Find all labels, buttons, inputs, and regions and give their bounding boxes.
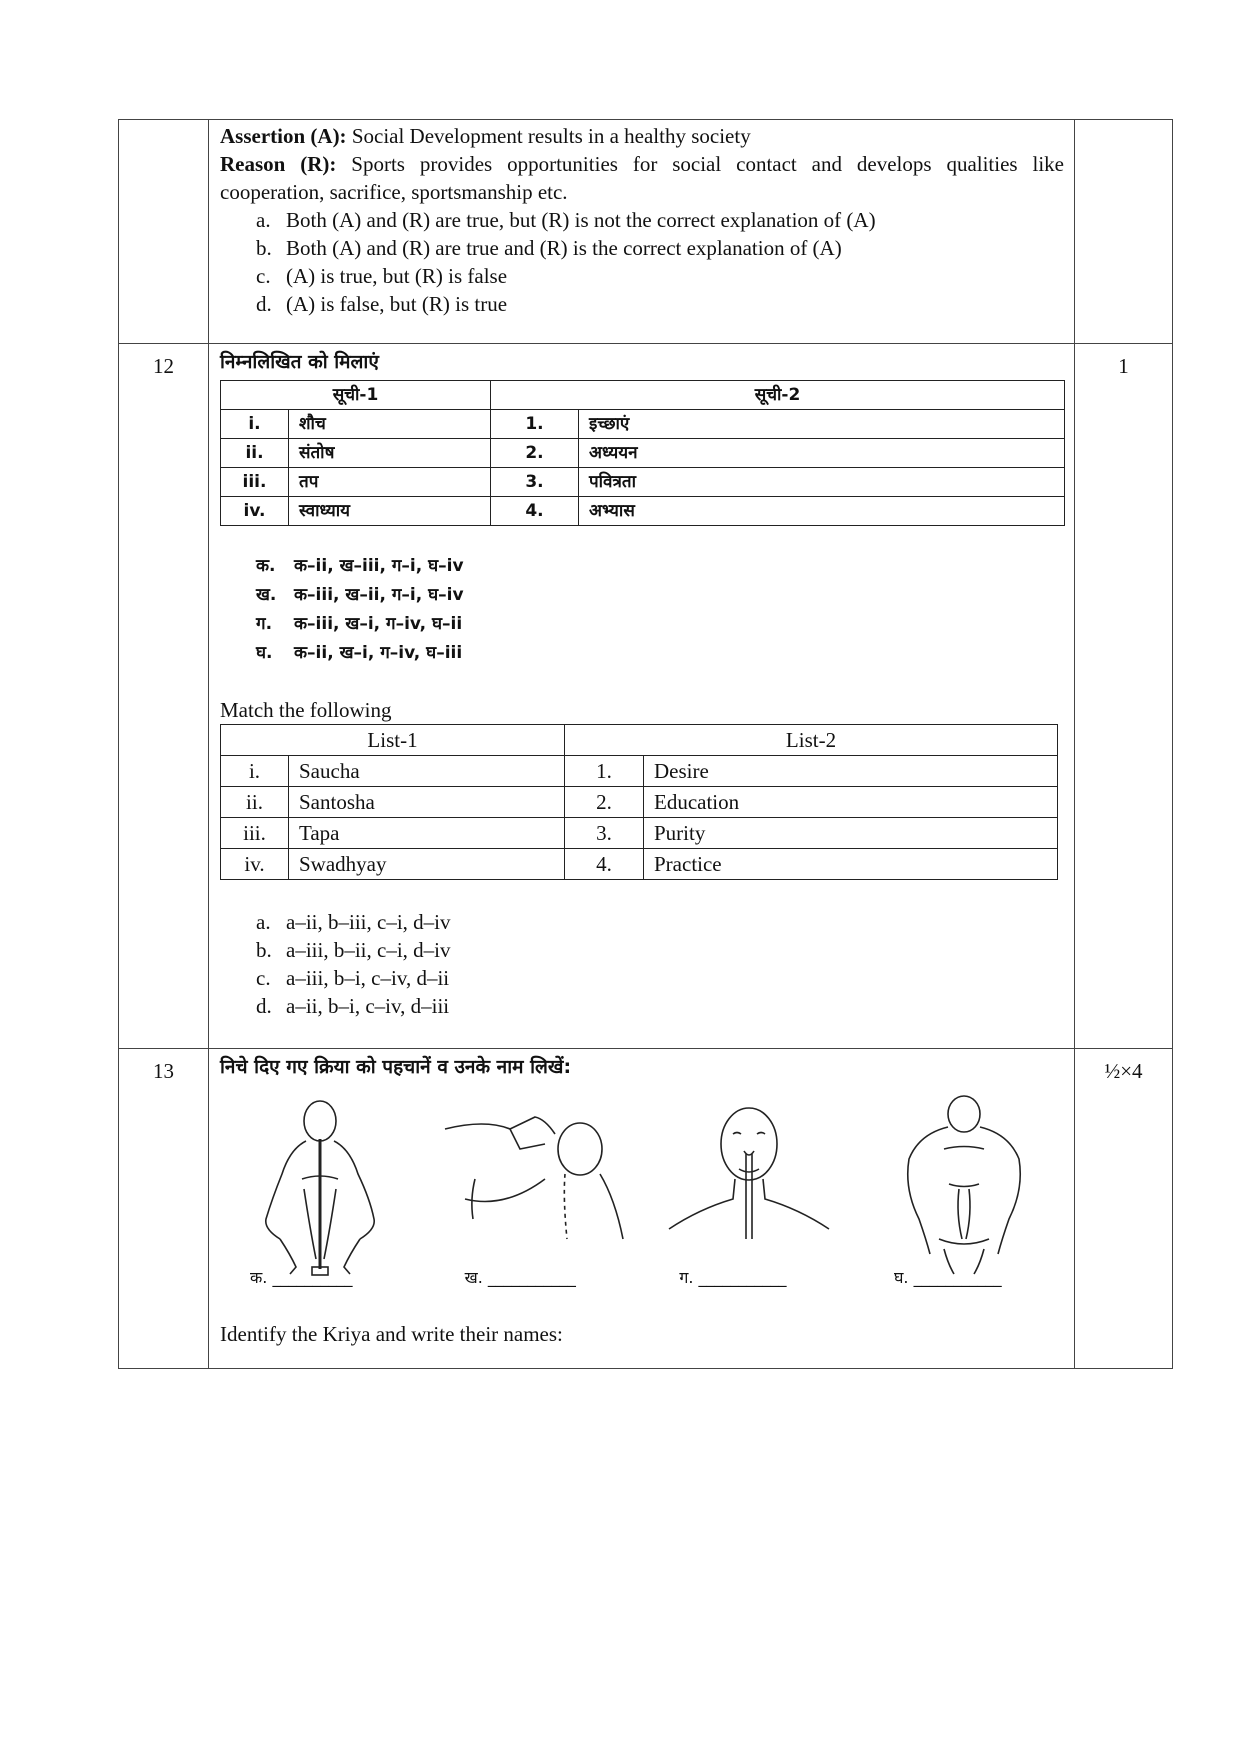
caption-gha: घ. ___________ [893,1268,1002,1287]
list-2-header: सूची-2 [491,381,1065,410]
table-row: ii. Santosha 2. Education [221,787,1058,818]
question-row-12 [119,344,1173,1049]
kriya-figures [220,1089,1064,1294]
table-row: iv. Swadhyay 4. Practice [221,849,1058,880]
marks-cell [1075,120,1173,344]
table-row: i. Saucha 1. Desire [221,756,1058,787]
caption-ka: क. __________ [250,1268,353,1287]
table-row: ii. संतोष 2. अध्ययन [221,439,1065,468]
option-a: a. Both (A) and (R) are true, but (R) is not the correct explanation of (A) [256,208,876,232]
question-number: 12 [153,354,174,378]
question-body-12 [209,344,1075,1049]
kriya-figure-gha [864,1089,1064,1294]
hindi-question-title: निम्नलिखित को मिलाएं [220,351,379,373]
english-question-title: Match the following [220,698,392,722]
option-gha: घ. क–ii, ख–i, ग–iv, घ–iii [256,643,463,663]
english-match-table [220,724,1058,880]
assertion [220,122,1064,150]
hindi-match-table [220,380,1065,526]
marks-cell [1075,1049,1173,1369]
english-question-title: Identify the Kriya and write their names: [220,1322,563,1346]
kriya-figure-ka [220,1089,420,1294]
english-options-list [220,908,1064,1020]
option-b: b. Both (A) and (R) are true and (R) is the correct explanation of (A) [256,236,842,260]
list-1-header: List-1 [221,725,565,756]
question-number-cell [119,120,209,344]
kriya-figure-kha [435,1089,635,1294]
marks: ½×4 [1104,1059,1143,1083]
option-ga: ग. क–iii, ख–i, ग–iv, घ–ii [256,614,463,634]
question-number: 13 [153,1059,174,1083]
list-1-header: सूची-1 [221,381,491,410]
hindi-question-title: निचे दिए गए क्रिया को पहचानें व उनके नाम लिखें: [220,1056,572,1078]
option-c: c. a–iii, b–i, c–iv, d–ii [256,966,450,990]
question-row-13 [119,1049,1173,1369]
marks: 1 [1118,354,1129,378]
list-2-header: List-2 [565,725,1058,756]
reason [220,150,1064,206]
option-d: d. a–ii, b–i, c–iv, d–iii [256,994,450,1018]
question-body-11 [209,120,1075,344]
question-body-13 [209,1049,1075,1369]
table-row: iii. तप 3. पवित्रता [221,468,1065,497]
option-b: b. a–iii, b–ii, c–i, d–iv [256,938,451,962]
hindi-options-list [256,552,1064,668]
option-a: a. a–ii, b–iii, c–i, d–iv [256,910,451,934]
table-row: iii. Tapa 3. Purity [221,818,1058,849]
option-ka: क. क–ii, ख–iii, ग–i, घ–iv [256,556,464,576]
assertion-text: Social Development results in a healthy society [351,124,751,148]
option-kha: ख. क–iii, ख–ii, ग–i, घ–iv [256,585,464,605]
options-list [220,206,1064,318]
question-number-cell [119,344,209,1049]
reason-label: Reason (R): [220,152,337,176]
question-number-cell [119,1049,209,1369]
caption-kha: ख. ___________ [464,1268,576,1287]
assertion-label: Assertion (A): [220,124,347,148]
caption-ga: ग. ___________ [679,1268,787,1287]
kriya-figure-ga [649,1089,849,1294]
table-row: iv. स्वाध्याय 4. अभ्यास [221,497,1065,526]
table-row: i. शौच 1. इच्छाएं [221,410,1065,439]
reason-text: Sports provides opportunities for social contact and develops qualities like cooperation, sacrifice, sportsmanship etc. [220,152,1064,204]
question-table [118,119,1173,1369]
marks-cell [1075,344,1173,1049]
option-c: c. (A) is true, but (R) is false [256,264,508,288]
question-row-11 [119,120,1173,344]
option-d: d. (A) is false, but (R) is true [256,292,508,316]
